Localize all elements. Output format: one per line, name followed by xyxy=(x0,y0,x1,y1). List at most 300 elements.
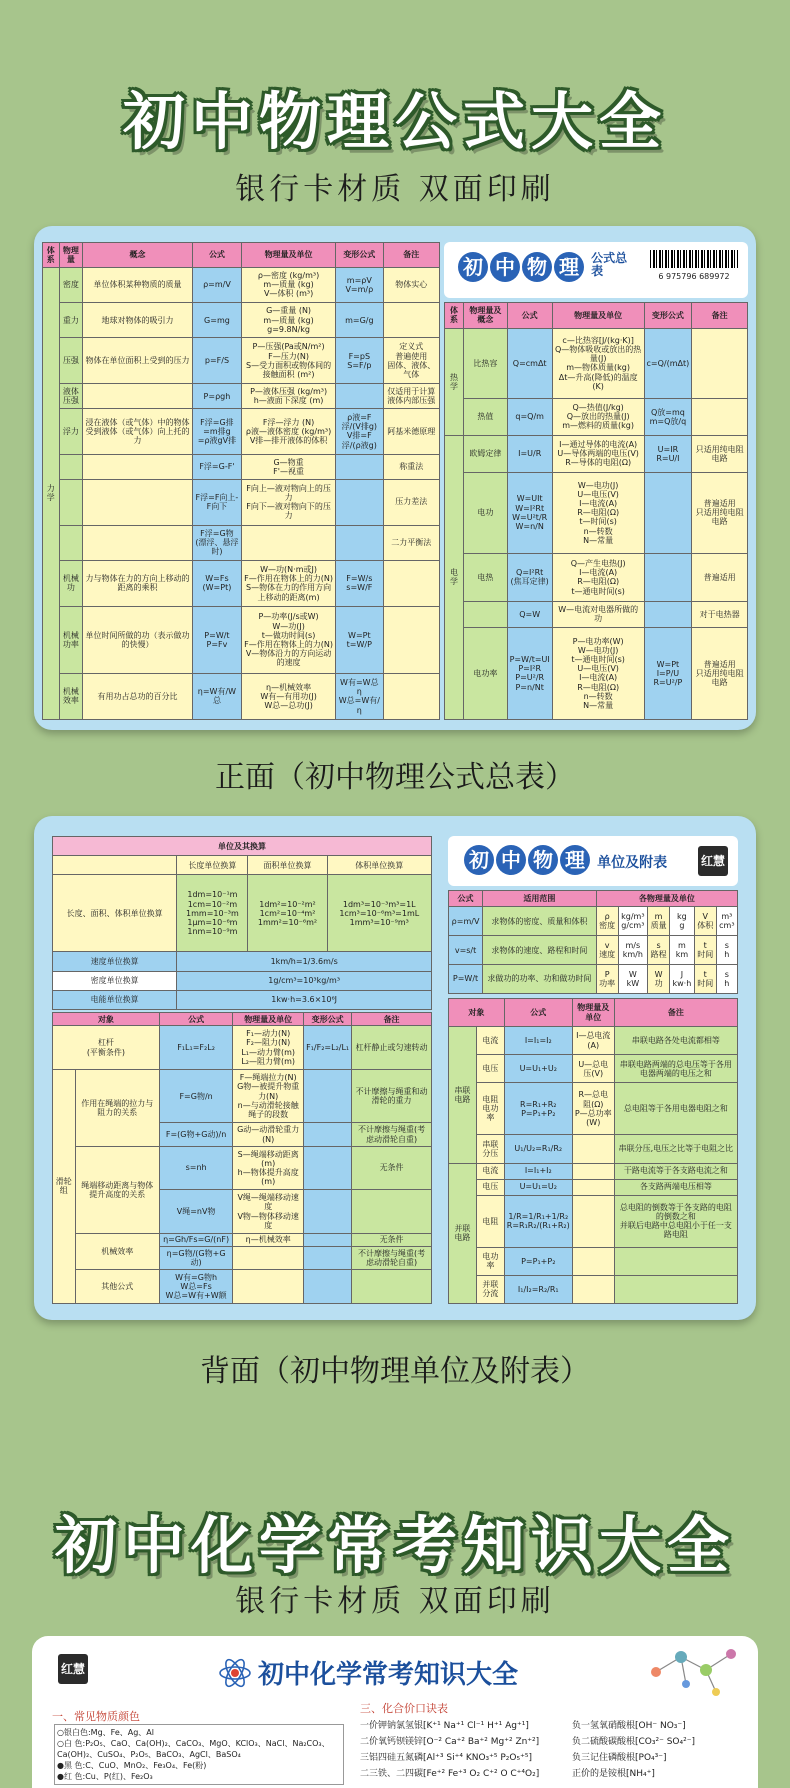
column-header: 变形公式 xyxy=(304,1013,352,1026)
table-cell: 有用功占总功的百分比 xyxy=(83,673,193,719)
table-cell: 普遍适用 只适用纯电阻电路 xyxy=(692,627,748,719)
table-cell xyxy=(572,1179,614,1195)
table-row xyxy=(449,907,738,936)
mechanics-table xyxy=(52,1012,432,1304)
table-row xyxy=(43,408,440,454)
column-header: 体系 xyxy=(445,303,464,329)
table-header-row xyxy=(445,303,748,329)
table-cell: s h xyxy=(716,965,737,994)
table-cell: kg/m³ g/cm³ xyxy=(618,907,648,936)
table-cell: 二力平衡法 xyxy=(383,525,439,560)
table-cell: η—机械效率 xyxy=(233,1233,304,1246)
table-row xyxy=(449,1055,738,1083)
badge-char: 初 xyxy=(458,252,488,282)
table-cell: W=Pt I=P/U R=U²/P xyxy=(644,627,692,719)
table-cell: W 功 xyxy=(648,965,670,994)
table-cell: t 时间 xyxy=(694,965,716,994)
badge-char: 中 xyxy=(490,252,520,282)
table-cell xyxy=(383,673,439,719)
table-cell: ρ液=F浮/(V排g) V排=F浮/(ρ液g) xyxy=(336,408,383,454)
table-cell: 机械效率 xyxy=(75,1233,159,1270)
table-cell: I=I₁+I₂ xyxy=(504,1163,572,1179)
table-cell xyxy=(233,1270,304,1304)
table-cell xyxy=(83,384,193,409)
system-cell: 力学 xyxy=(43,267,60,719)
table-cell: Q—产生电热(J) I—电流(A) R—电阻(Ω) t—通电时间(s) xyxy=(552,553,644,601)
table-cell: c—比热容[J/(kg·K)] Q—物体吸收或放出的热量(J) m—物体质量(kg) Δt—升高(降低)的温度(K) xyxy=(552,328,644,398)
list-item: 负三记住磷酸根[PO₄³⁻] xyxy=(572,1753,667,1763)
table-cell: 长度、面积、体积单位换算 xyxy=(53,875,177,952)
table-cell: V绳—绳端移动速度 V物—物体移动速度 xyxy=(233,1190,304,1234)
barcode-icon xyxy=(650,250,738,268)
table-cell: F浮=G物 (漂浮、悬浮时) xyxy=(192,525,241,560)
table-cell: F=(G物+G动)/n xyxy=(159,1123,232,1146)
table-cell: 1/R=1/R₁+1/R₂ R=R₁R₂/(R₁+R₂) xyxy=(504,1195,572,1247)
column-header: 各物理量及单位 xyxy=(596,891,737,907)
table-row xyxy=(43,303,440,338)
list-item: ○白 色:P₂O₅、CaO、Ca(OH)₂、CaCO₃、MgO、KClO₃、NaCl、Na₂CO₃、Ca(OH)₂、CuSO₄、P₂O₅、BaCO₃、AgCl、BaSO₄ xyxy=(57,1739,330,1759)
table-cell xyxy=(304,1233,352,1246)
list-item: 三铝四硅五氮磷[Al⁺³ Si⁺⁴ KNO₃⁺⁵ P₂O₅⁺⁵] xyxy=(360,1753,532,1763)
table-cell: F=pS S=F/p xyxy=(336,338,383,384)
table-row xyxy=(43,525,440,560)
table-cell xyxy=(336,479,383,525)
table-row xyxy=(449,1027,738,1055)
table-cell: 地球对物体的吸引力 xyxy=(83,303,193,338)
table-cell: P=W/t=UI P=I²R P=U²/R P=n/Nt xyxy=(507,627,552,719)
table-row xyxy=(53,971,432,990)
table-cell: F浮=G-F' xyxy=(192,454,241,479)
table-cell xyxy=(614,1275,737,1303)
table-row xyxy=(445,601,748,627)
table-row xyxy=(43,606,440,673)
front-right-table xyxy=(444,302,748,720)
table-cell: 其他公式 xyxy=(75,1270,159,1304)
column-header: 备注 xyxy=(383,243,439,268)
table-row xyxy=(43,384,440,409)
table-cell: 物体在单位面积上受到的压力 xyxy=(83,338,193,384)
table-row xyxy=(445,472,748,553)
back-caption: 背面（初中物理单位及附表） xyxy=(200,1354,590,1389)
table-cell: s h xyxy=(716,936,737,965)
table-cell xyxy=(336,525,383,560)
table-cell xyxy=(572,1247,614,1275)
table-cell: 称重法 xyxy=(383,454,439,479)
table-cell: U=U₁+U₂ xyxy=(504,1055,572,1083)
table-cell: P=P₁+P₂ xyxy=(504,1247,572,1275)
table-cell: P=ρgh xyxy=(192,384,241,409)
table-cell xyxy=(572,1275,614,1303)
table-cell: Q=cmΔt xyxy=(507,328,552,398)
back-card xyxy=(34,816,756,1320)
table-cell: p=F/S xyxy=(192,338,241,384)
table-row xyxy=(43,338,440,384)
table-cell: W有=W总η W总=W有/η xyxy=(336,673,383,719)
table-cell: 机械功率 xyxy=(59,606,83,673)
chem-card-title: 初中化学常考知识大全 xyxy=(258,1660,519,1690)
table-cell: 热值 xyxy=(464,398,507,435)
table-row xyxy=(53,1233,432,1246)
table-cell: P—功率(J/s或W) W—功(J) t—做功时间(s) F—作用在物体上的力(N) V—物体沿力的方向运动的速度 xyxy=(242,606,336,673)
table-cell: m³ cm³ xyxy=(716,907,737,936)
barcode-number: 6 975796 689972 xyxy=(658,272,730,281)
table-cell: q=Q/m xyxy=(507,398,552,435)
table-cell: F浮=F向上-F向下 xyxy=(192,479,241,525)
table-cell: 单位时间所做的功（表示做功的快慢） xyxy=(83,606,193,673)
table-cell: 压力差法 xyxy=(383,479,439,525)
units-table xyxy=(52,836,432,1010)
column-header: 公式 xyxy=(507,303,552,329)
unit-formula-table xyxy=(448,890,738,994)
table-cell xyxy=(572,1163,614,1179)
table-cell: Q—热值(J/kg) Q—放出的热量(J) m—燃料的质量(kg) xyxy=(552,398,644,435)
column-header: 公式 xyxy=(449,891,483,907)
pulley-label: 滑轮组 xyxy=(53,1069,76,1303)
table-cell: 机械功 xyxy=(59,560,83,606)
table-cell: 串联电路各处电流都相等 xyxy=(614,1027,737,1055)
table-cell: 不计摩擦与绳重(考虑动滑轮自重) xyxy=(352,1247,432,1270)
table-cell: 电能单位换算 xyxy=(53,990,177,1009)
table-cell xyxy=(383,606,439,673)
table-cell: 杠杆静止或匀速转动 xyxy=(352,1026,432,1070)
table-row xyxy=(53,990,432,1009)
table-header-row xyxy=(449,891,738,907)
table-row xyxy=(43,673,440,719)
table-cell: U=IR R=U/I xyxy=(644,435,692,472)
table-cell: 电热 xyxy=(464,553,507,601)
table-cell: t 时间 xyxy=(694,936,716,965)
table-cell xyxy=(304,1247,352,1270)
table-cell: 液体压强 xyxy=(59,384,83,409)
table-cell: 电压 xyxy=(476,1055,504,1083)
table-cell: W—功(N·m或J) F—作用在物体上的力(N) S—物体在力的作用方向上移动的距离(m) xyxy=(242,560,336,606)
list-item: 正价的是铵根[NH₄⁺] xyxy=(572,1769,655,1779)
parallel-label: 并联电路 xyxy=(449,1163,477,1303)
colors-list xyxy=(54,1724,344,1785)
table-cell xyxy=(304,1123,352,1146)
table-cell: 1dm³=10⁻³m³=1L 1cm³=10⁻⁶m³=1mL 1mm³=10⁻⁹m³ xyxy=(327,875,431,952)
table-cell xyxy=(304,1270,352,1304)
table-row xyxy=(53,1069,432,1123)
molecule-icon xyxy=(646,1642,746,1698)
chemistry-title: 初中化学常考知识大全 xyxy=(54,1509,735,1582)
table-cell: G动—动滑轮重力(N) xyxy=(233,1123,304,1146)
table-cell: η=W有/W总 xyxy=(192,673,241,719)
list-item: 二价氧钙钡镁锌[O⁻² Ca⁺² Ba⁺² Mg⁺² Zn⁺²] xyxy=(360,1737,540,1747)
table-cell: 普遍适用 只适用纯电阻电路 xyxy=(692,472,748,553)
table-cell: 求物体的速度、路程和时间 xyxy=(483,936,597,965)
table-row xyxy=(449,1195,738,1247)
table-cell: R=R₁+R₂ P=P₁+P₂ xyxy=(504,1083,572,1135)
table-cell: kg g xyxy=(670,907,695,936)
table-cell: W kW xyxy=(618,965,648,994)
table-cell: m km xyxy=(670,936,695,965)
table-row xyxy=(445,328,748,398)
table-row xyxy=(53,1270,432,1304)
seal-icon: 红慧 xyxy=(58,1654,88,1684)
table-cell: S—绳端移动距离(m) h—物体提升高度(m) xyxy=(233,1146,304,1190)
table-cell xyxy=(692,398,748,435)
physics-subtitle: 银行卡材质 双面印刷 xyxy=(235,172,555,207)
column-header: 变形公式 xyxy=(644,303,692,329)
list-item: 二三铁、二四碳[Fe⁺² Fe⁺³ O₂ C⁺² O C⁺⁴O₂] xyxy=(360,1769,540,1779)
table-cell: 杠杆 (平衡条件) xyxy=(53,1026,160,1070)
table-cell: 求做功的功率、功和做功时间 xyxy=(483,965,597,994)
table-cell: G—物重 F'—视重 xyxy=(242,454,336,479)
table-row xyxy=(43,560,440,606)
table-cell xyxy=(242,525,336,560)
badge-char: 中 xyxy=(496,845,526,875)
table-cell: m 质量 xyxy=(648,907,670,936)
blank-cell xyxy=(53,856,177,875)
table-cell: 单位体积某种物质的质量 xyxy=(83,267,193,302)
column-header: 适用范围 xyxy=(483,891,597,907)
table-cell: P—液体压强 (kg/m³) h—液面下深度 (m) xyxy=(242,384,336,409)
table-cell: W—电流对电器所做的功 xyxy=(552,601,644,627)
table-cell: 欧姆定律 xyxy=(464,435,507,472)
column-header: 备注 xyxy=(692,303,748,329)
seal-icon: 红慧 xyxy=(698,846,728,876)
table-cell: R—总电阻(Ω) P—总功率(W) xyxy=(572,1083,614,1135)
table-cell: 浮力 xyxy=(59,408,83,454)
front-left-table xyxy=(42,242,440,720)
table-cell xyxy=(304,1190,352,1234)
table-cell: 作用在绳端的拉力与阻力的关系 xyxy=(75,1069,159,1146)
table-cell: P=W/t xyxy=(449,965,483,994)
table-cell: 电功率 xyxy=(476,1247,504,1275)
table-cell: Q放=mq m=Q放/q xyxy=(644,398,692,435)
column-header: 公式 xyxy=(192,243,241,268)
table-cell: F浮—浮力 (N) ρ液—液体密度 (kg/m³) V排—排开液体的体积 xyxy=(242,408,336,454)
table-cell xyxy=(614,1247,737,1275)
table-cell: 电功率 xyxy=(464,627,507,719)
front-card xyxy=(34,226,756,730)
badge-char: 物 xyxy=(522,252,552,282)
column-header: 物理量 xyxy=(59,243,83,268)
table-cell: P—电功率(W) W—电功(J) t—通电时间(s) U—电压(V) I—电流(A) R—电阻(Ω) n—转数 N—常量 xyxy=(552,627,644,719)
system-cell: 热学 xyxy=(445,328,464,435)
table-cell: F向上—液对物向上的压力 F向下—液对物向下的压力 xyxy=(242,479,336,525)
table-header-row xyxy=(53,1013,432,1026)
table-cell: 浸在液体（或气体）中的物体受到液体（或气体）向上托的力 xyxy=(83,408,193,454)
table-cell: ρ—密度 (kg/m³) m—质量 (kg) V—体积 (m³) xyxy=(242,267,336,302)
front-caption: 正面（初中物理公式总表） xyxy=(215,760,575,795)
table-cell: I=U/R xyxy=(507,435,552,472)
valence-list-right xyxy=(572,1718,752,1782)
table-cell: F=W/s s=W/F xyxy=(336,560,383,606)
table-row xyxy=(53,952,432,971)
column-header: 物理量及单位 xyxy=(552,303,644,329)
chemistry-subtitle: 银行卡材质 双面印刷 xyxy=(235,1584,555,1619)
table-cell: ρ 密度 xyxy=(596,907,618,936)
table-cell: V 体积 xyxy=(694,907,716,936)
table-row xyxy=(53,1026,432,1070)
badge-char: 理 xyxy=(560,845,590,875)
table-cell: U—总电压(V) xyxy=(572,1055,614,1083)
badge-subtitle: 单位及附表 xyxy=(597,855,668,871)
badge-subtitle: 公式总表 xyxy=(591,251,628,278)
table-cell: 并联分流 xyxy=(476,1275,504,1303)
column-header: 物理量及单位 xyxy=(572,999,614,1027)
table-cell: ρ=m/V xyxy=(449,907,483,936)
table-row xyxy=(449,1163,738,1179)
table-cell: W=Pt t=W/P xyxy=(336,606,383,673)
table-cell xyxy=(464,601,507,627)
table-cell xyxy=(83,525,193,560)
table-cell: s=nh xyxy=(159,1146,232,1190)
table-row xyxy=(43,454,440,479)
table-cell: 串联分压,电压之比等于电阻之比 xyxy=(614,1135,737,1163)
table-cell: 电流 xyxy=(476,1163,504,1179)
table-cell: 压强 xyxy=(59,338,83,384)
table-cell: η—机械效率 W有—有用功(J) W总—总功(J) xyxy=(242,673,336,719)
table-cell: 密度单位换算 xyxy=(53,971,177,990)
table-cell: 电阻 xyxy=(476,1195,504,1247)
table-cell xyxy=(304,1146,352,1190)
table-cell: 仅适用于计算液体内部压强 xyxy=(383,384,439,409)
table-cell xyxy=(692,328,748,398)
table-row xyxy=(445,553,748,601)
column-header: 体积单位换算 xyxy=(327,856,431,875)
table-cell: G—重量 (N) m—质量 (kg) g=9.8N/kg xyxy=(242,303,336,338)
table-row xyxy=(449,1275,738,1303)
table-cell: 重力 xyxy=(59,303,83,338)
column-header: 物理量及单位 xyxy=(233,1013,304,1026)
list-item: 负二硫酸碳酸根[CO₃²⁻ SO₄²⁻] xyxy=(572,1737,695,1747)
front-badge xyxy=(444,242,748,298)
table-cell: W—电功(J) U—电压(V) I—电流(A) R—电阻(Ω) t—时间(s) n—转数 N—常量 xyxy=(552,472,644,553)
table-row xyxy=(449,936,738,965)
table-cell xyxy=(83,454,193,479)
table-row xyxy=(43,479,440,525)
table-cell: 各支路两端电压相等 xyxy=(614,1179,737,1195)
table-cell xyxy=(572,1135,614,1163)
table-cell: 机械效率 xyxy=(59,673,83,719)
list-item: 负一氢氧硝酸根[OH⁻ NO₃⁻] xyxy=(572,1721,686,1731)
system-cell: 电学 xyxy=(445,435,464,719)
column-header: 变形公式 xyxy=(336,243,383,268)
column-header: 物理量及概念 xyxy=(464,303,507,329)
list-item: ●红 色:Cu、P(红)、Fe₂O₃ xyxy=(57,1772,153,1781)
table-header-row xyxy=(449,999,738,1027)
table-row xyxy=(449,1083,738,1135)
table-cell: ρ=m/V xyxy=(192,267,241,302)
table-cell: η=G物/(G物+G动) xyxy=(159,1247,232,1270)
table-cell: 速度单位换算 xyxy=(53,952,177,971)
table-cell: U₁/U₂=R₁/R₂ xyxy=(504,1135,572,1163)
column-header: 公式 xyxy=(504,999,572,1027)
table-cell: 无条件 xyxy=(352,1233,432,1246)
table-cell: 绳端移动距离与物体提升高度的关系 xyxy=(75,1146,159,1233)
table-cell: 1g/cm³=10³kg/m³ xyxy=(177,971,432,990)
table-cell: P—压强(Pa或N/m²) F—压力(N) S—受力面积或物体间的接触面积 (m²) xyxy=(242,338,336,384)
column-header: 公式 xyxy=(159,1013,232,1026)
table-cell: 干路电流等于各支路电流之和 xyxy=(614,1163,737,1179)
section-valence-title: 三、化合价口诀表 xyxy=(360,1702,448,1715)
table-cell: 电阻 电功率 xyxy=(476,1083,504,1135)
valence-list xyxy=(360,1718,560,1782)
table-cell: m=G/g xyxy=(336,303,383,338)
table-cell: v 速度 xyxy=(596,936,618,965)
table-cell: m=ρV V=m/ρ xyxy=(336,267,383,302)
table-cell xyxy=(59,454,83,479)
table-cell: 比热容 xyxy=(464,328,507,398)
table-cell xyxy=(644,553,692,601)
table-row xyxy=(445,627,748,719)
table-cell: 总电阻等于各用电器电阻之和 xyxy=(614,1083,737,1135)
table-row xyxy=(449,1135,738,1163)
list-item: ○银白色:Mg、Fe、Ag、Al xyxy=(57,1728,154,1737)
column-header: 概念 xyxy=(83,243,193,268)
table-cell: J kw·h xyxy=(670,965,695,994)
badge-char: 物 xyxy=(528,845,558,875)
table-cell xyxy=(304,1069,352,1123)
table-cell: P=W/t P=Fv xyxy=(192,606,241,673)
table-cell xyxy=(352,1190,432,1234)
table-cell xyxy=(352,1270,432,1304)
table-cell: 不计摩擦与绳重和动滑轮的重力 xyxy=(352,1069,432,1123)
table-cell xyxy=(336,454,383,479)
table-row xyxy=(53,875,432,952)
physics-title: 初中物理公式大全 xyxy=(122,85,667,158)
table-row xyxy=(53,856,432,875)
section-colors-title: 一、常见物质颜色 xyxy=(52,1710,140,1723)
table-cell: 1dm²=10⁻²m² 1cm²=10⁻⁴m² 1mm²=10⁻⁶m² xyxy=(248,875,327,952)
table-cell: m/s km/h xyxy=(618,936,648,965)
table-row xyxy=(449,965,738,994)
column-header: 备注 xyxy=(614,999,737,1027)
table-cell: c=Q/(mΔt) xyxy=(644,328,692,398)
table-cell: 求物体的密度、质量和体积 xyxy=(483,907,597,936)
chemistry-card xyxy=(32,1636,758,1788)
table-cell: V绳=nV物 xyxy=(159,1190,232,1234)
column-header: 体系 xyxy=(43,243,60,268)
table-cell xyxy=(336,384,383,409)
table-cell: 不计摩擦与绳重(考虑动滑轮自重) xyxy=(352,1123,432,1146)
table-cell: G=mg xyxy=(192,303,241,338)
table-cell: I—总电流(A) xyxy=(572,1027,614,1055)
column-header: 对象 xyxy=(53,1013,160,1026)
table-cell xyxy=(572,1195,614,1247)
table-cell: 定义式 普遍使用 固体、液体、气体 xyxy=(383,338,439,384)
atom-icon xyxy=(218,1656,252,1690)
column-header: 物理量及单位 xyxy=(242,243,336,268)
table-cell: v=s/t xyxy=(449,936,483,965)
units-title: 单位及其换算 xyxy=(53,837,432,856)
table-row xyxy=(53,837,432,856)
table-cell: 力与物体在力的方向上移动的距离的乘积 xyxy=(83,560,193,606)
table-cell: 密度 xyxy=(59,267,83,302)
table-cell: F—绳端拉力(N) G物—被提升物重力(N) n—与动滑轮接触绳子的段数 xyxy=(233,1069,304,1123)
table-cell: 串联分压 xyxy=(476,1135,504,1163)
column-header: 面积单位换算 xyxy=(248,856,327,875)
table-cell: Q=W xyxy=(507,601,552,627)
table-cell: I—通过导体的电流(A) U—导体两端的电压(V) R—导体的电阻(Ω) xyxy=(552,435,644,472)
table-row xyxy=(445,435,748,472)
table-cell: 只适用纯电阻电路 xyxy=(692,435,748,472)
badge-char: 理 xyxy=(554,252,584,282)
table-cell: 1km/h=1/3.6m/s xyxy=(177,952,432,971)
back-badge xyxy=(448,836,738,886)
table-header-row xyxy=(43,243,440,268)
table-cell: 普遍适用 xyxy=(692,553,748,601)
table-cell: W=Fs (W=Pt) xyxy=(192,560,241,606)
table-cell: η=Gh/Fs=G/(nF) xyxy=(159,1233,232,1246)
table-cell: I₁/I₂=R₂/R₁ xyxy=(504,1275,572,1303)
table-cell: 1kw·h=3.6×10⁶J xyxy=(177,990,432,1009)
table-row xyxy=(445,398,748,435)
table-cell: Q=I²Rt (焦耳定律) xyxy=(507,553,552,601)
